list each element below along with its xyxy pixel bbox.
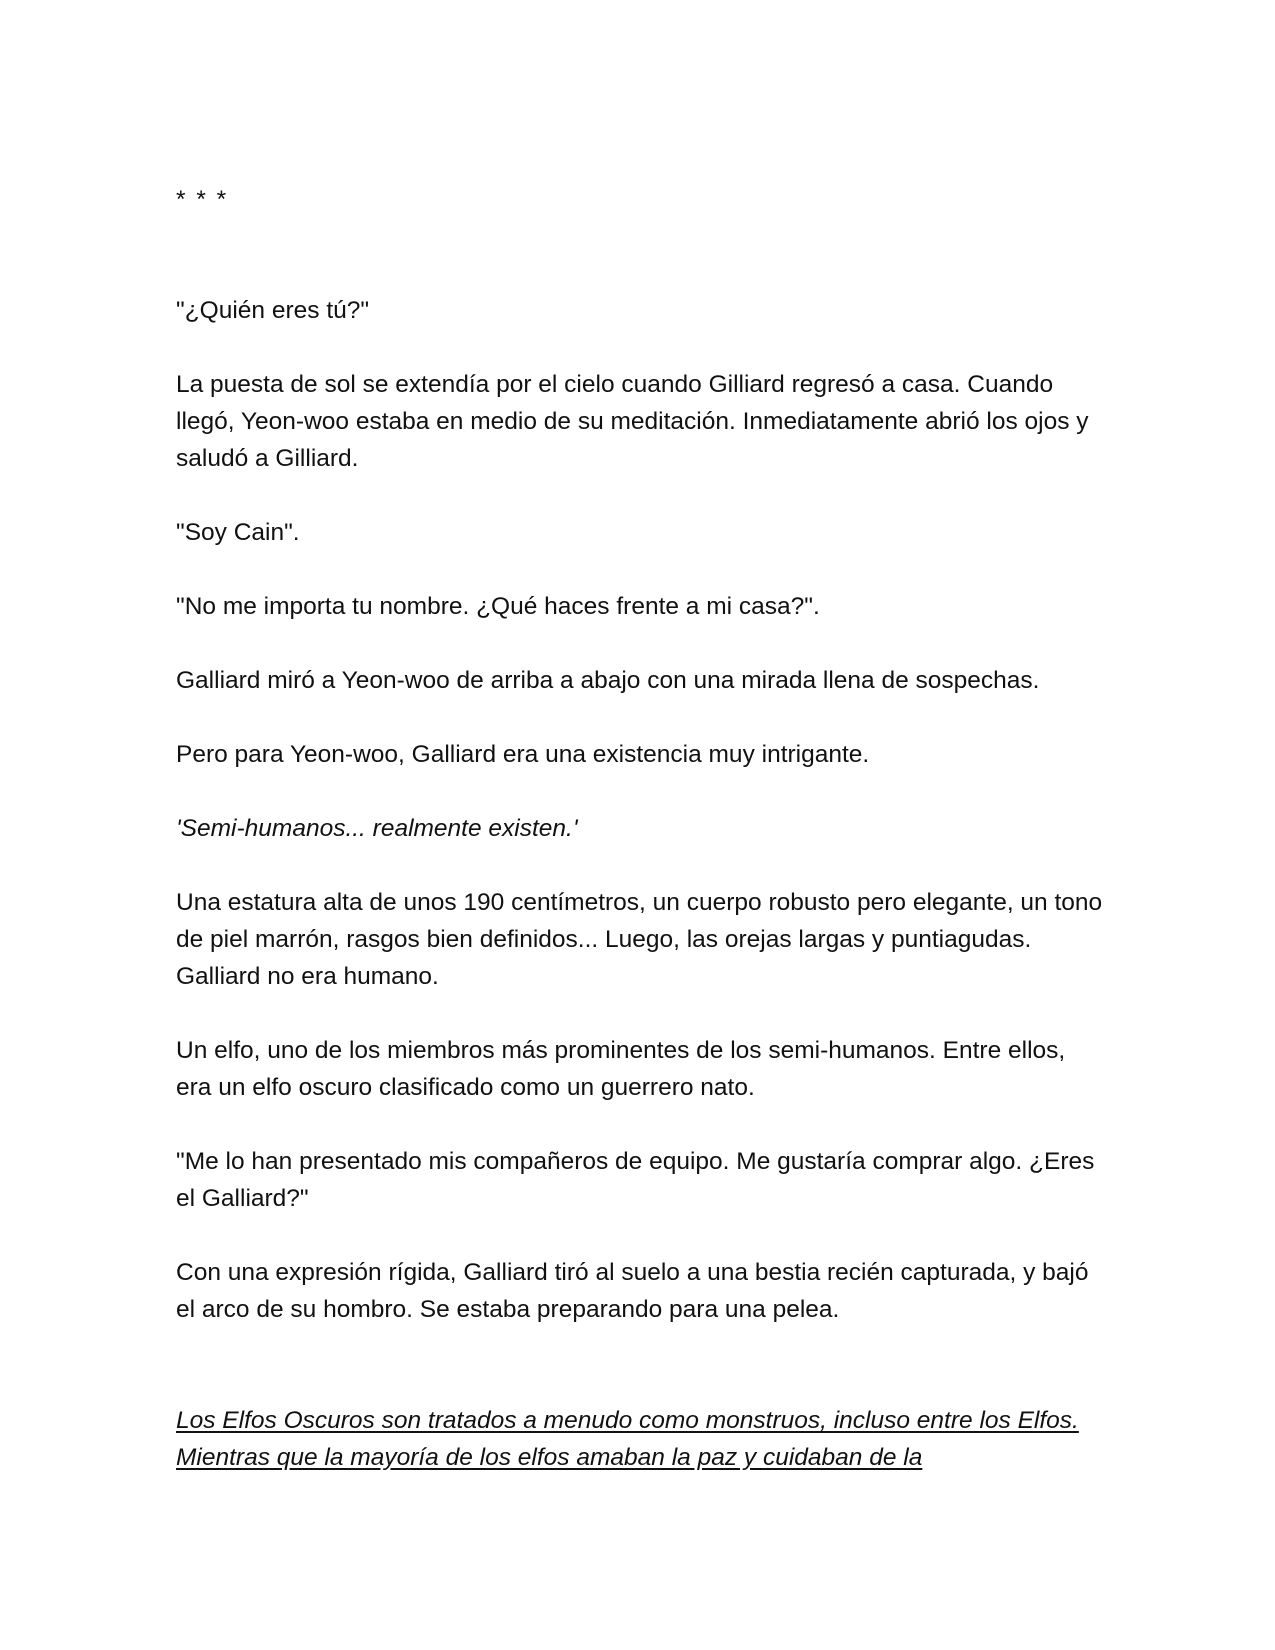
paragraph-thought: 'Semi-humanos... realmente existen.' — [176, 815, 578, 842]
paragraph-description: Una estatura alta de unos 190 centímetros, un cuerpo robusto pero elegante, un tono de piel marrón, rasgos bien definidos... Luego, las orejas largas y puntiagudas. Galliard no era humano. — [176, 889, 1103, 990]
paragraph-dialogue-buy: "Me lo han presentado mis compañeros de equipo. Me gustaría comprar algo. ¿Eres el Galliard?" — [176, 1148, 1095, 1212]
paragraph-suspicion: Galliard miró a Yeon-woo de arriba a abajo con una mirada llena de sospechas. — [176, 667, 1040, 694]
paragraph-fight: Con una expresión rígida, Galliard tiró al suelo a una bestia recién capturada, y bajó el arco de su hombro. Se estaba preparando para una pelea. — [176, 1259, 1089, 1323]
paragraph-dialogue-who: "¿Quién eres tú?" — [176, 297, 370, 324]
translator-note: Los Elfos Oscuros son tratados a menudo como monstruos, incluso entre los Elfos. Mientras que la mayoría de los elfos amaban la paz y cuidaban de la — [176, 1407, 1079, 1471]
paragraph-dialogue-name: "No me importa tu nombre. ¿Qué haces frente a mi casa?". — [176, 593, 820, 620]
paragraph-elf: Un elfo, uno de los miembros más prominentes de los semi-humanos. Entre ellos, era un elfo oscuro clasificado como un guerrero nato. — [176, 1037, 1066, 1101]
scene-separator: * * * — [176, 186, 229, 213]
paragraph-sunset: La puesta de sol se extendía por el cielo cuando Gilliard regresó a casa. Cuando llegó, Yeon-woo estaba en medio de su meditación. Inmediatamente abrió los ojos y saludó a Gilliard. — [176, 371, 1089, 472]
paragraph-dialogue-cain: "Soy Cain". — [176, 519, 300, 546]
document-body — [176, 181, 1106, 1513]
paragraph-intriguing: Pero para Yeon-woo, Galliard era una existencia muy intrigante. — [176, 741, 870, 768]
